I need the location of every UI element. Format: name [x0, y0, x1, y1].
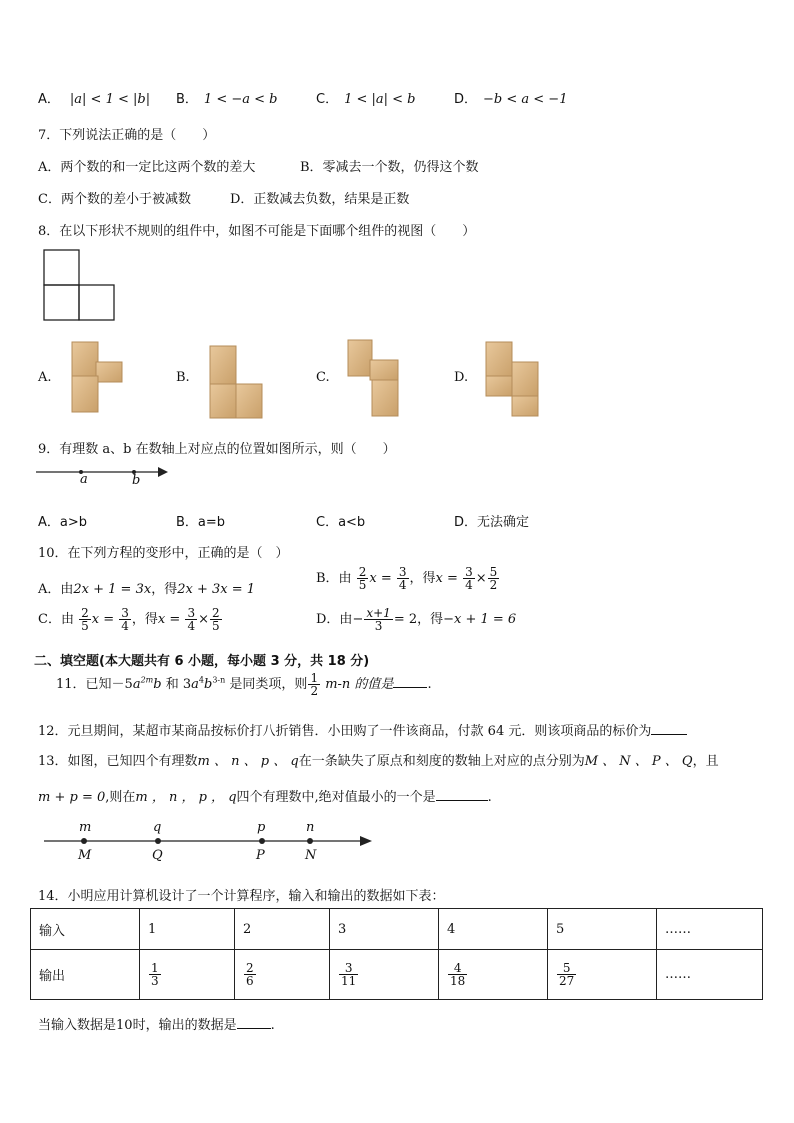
- q9-number-line: [34, 462, 174, 492]
- q13-axis-Q: Q: [152, 848, 163, 863]
- q8-option-c-block: [346, 338, 402, 418]
- q9-option-d: D．无法确定: [454, 515, 530, 530]
- q8-stem: 8．在以下形状不规则的组件中，如图不可能是下面哪个组件的视图（ ）: [38, 224, 476, 239]
- input-cell: 4: [439, 909, 548, 950]
- q9-option-c: C．a<b: [316, 515, 366, 530]
- row-label-output: 输出: [31, 950, 140, 1000]
- q9-option-a: A．a>b: [38, 515, 88, 530]
- q8-option-a-block: [70, 338, 126, 416]
- input-cell: 2: [235, 909, 330, 950]
- q7-option-d: D．正数减去负数，结果是正数: [230, 192, 410, 207]
- output-cell: $\frac{5}{27}$: [548, 950, 657, 1000]
- table-row-input: [31, 909, 763, 950]
- q7-stem: 7．下列说法正确的是（ ）: [38, 128, 216, 143]
- output-cell: $\frac{1}{3}$: [140, 950, 235, 1000]
- q10-stem: 10．在下列方程的变形中，正确的是（ ）: [38, 546, 289, 561]
- q6-option-d: D． −b < a < −1: [454, 92, 568, 107]
- q8-option-b-label: B.: [176, 370, 190, 385]
- output-cell: $\frac{3}{11}$: [330, 950, 439, 1000]
- q8-option-d-block: [484, 340, 542, 418]
- row-label-input: 输入: [31, 909, 140, 950]
- section2-heading: 二、填空题(本大题共有 6 小题，每小题 3 分，共 18 分): [34, 654, 370, 669]
- q13-axis-P: P: [256, 848, 265, 863]
- q14-question: 当输入数据是10时，输出的数据是 .: [38, 1018, 275, 1033]
- q11-answer-blank[interactable]: [393, 675, 427, 688]
- q7-option-b: B．零减去一个数，仍得这个数: [300, 160, 479, 175]
- q7-option-a: A．两个数的和一定比这两个数的差大: [38, 160, 256, 175]
- q9-option-b: B．a=b: [176, 515, 226, 530]
- q12-answer-blank[interactable]: [651, 722, 687, 735]
- q13-axis-p: p: [257, 820, 266, 835]
- q8-view-figure: [42, 248, 118, 324]
- input-cell: 1: [140, 909, 235, 950]
- q8-option-b-block: [206, 344, 264, 420]
- q13-axis-N: N: [305, 848, 317, 863]
- input-cell: 3: [330, 909, 439, 950]
- q10-option-c: C．由 $\frac{2}{5}$ x = $\frac{3}{4}$ ，得x = $\frac{3}{4}$ × $\frac{2}{5}$: [38, 606, 220, 633]
- q14-io-table: [30, 908, 763, 1000]
- q9-stem: 9．有理数 a、b 在数轴上对应点的位置如图所示，则（ ）: [38, 442, 396, 457]
- q13-axis-m: m: [79, 820, 92, 835]
- q13-line1: 13．如图，已知四个有理数m 、 n 、 p 、 q在一条缺失了原点和刻度的数轴上对应的点分别为M 、 N 、 P 、 Q，且: [38, 754, 719, 769]
- output-cell: $\frac{4}{18}$: [439, 950, 548, 1000]
- q13-answer-blank[interactable]: [436, 788, 488, 801]
- q8-option-a-label: A.: [38, 370, 52, 385]
- q9-label-b: b: [132, 473, 141, 488]
- q6-option-a: A． |a| < 1 < |b|: [38, 92, 151, 107]
- q6-option-b: B． 1 < −a < b: [176, 92, 278, 107]
- q7-option-c: C．两个数的差小于被减数: [38, 192, 191, 207]
- output-cell: $\frac{2}{6}$: [235, 950, 330, 1000]
- q13-axis-q: q: [153, 820, 162, 835]
- table-row-output: [31, 950, 763, 1000]
- input-cell: 5: [548, 909, 657, 950]
- q10-option-a: A．由2x + 1 = 3x，得2x + 3x = 1: [38, 582, 255, 597]
- q10-option-b: B．由 $\frac{2}{5}$ x = $\frac{3}{4}$ ，得x = $\frac{3}{4}$ × $\frac{5}{2}$: [316, 565, 498, 592]
- q12-text: 12．元旦期间，某超市某商品按标价打八折销售．小田购了一件该商品，付款 64 元．则该项商品的标价为: [38, 720, 687, 739]
- q8-option-c-label: C.: [316, 370, 330, 385]
- q13-number-line: [42, 832, 376, 852]
- q11-text: 11．已知$-5a^{2m}b$ 和 $3a^4b^{3-n}$ 是同类项，则 $\frac{1}{2}$ m-n 的值是 .: [56, 671, 432, 698]
- q14-answer-blank[interactable]: [237, 1016, 271, 1029]
- q13-axis-M: M: [78, 848, 92, 863]
- input-cell-more: ……: [657, 909, 763, 950]
- q6-option-c: C． 1 < |a| < b: [316, 92, 416, 107]
- q10-option-d: D．由− $\frac{x+1}{3}$ = 2，得−x + 1 = 6: [316, 606, 517, 633]
- q13-line2: m + p = 0,则在m ， n ， p ， q四个有理数中,绝对值最小的一个是 .: [38, 790, 492, 805]
- q14-stem: 14．小明应用计算机设计了一个计算程序，输入和输出的数据如下表：: [38, 889, 445, 904]
- q8-option-d-label: D.: [454, 370, 469, 385]
- q9-label-a: a: [80, 472, 88, 487]
- output-cell-more: ……: [657, 950, 763, 1000]
- q13-axis-n: n: [306, 820, 315, 835]
